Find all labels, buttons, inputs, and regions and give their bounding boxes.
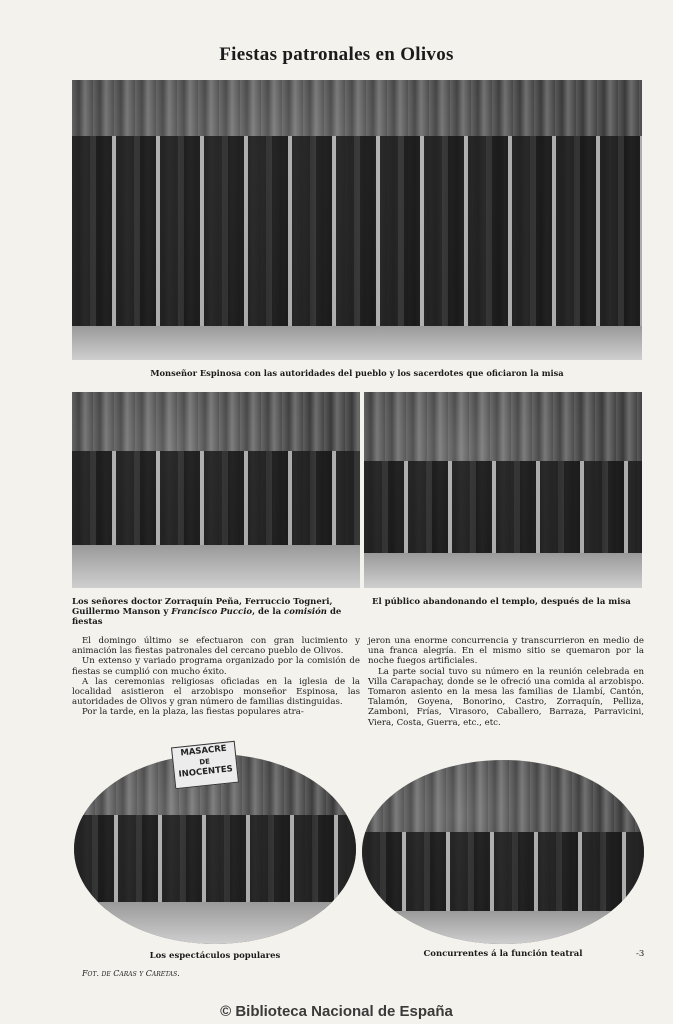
article-paragraph: Por la tarde, en la plaza, las fiestas populares atra- (82, 707, 304, 718)
photo-ground (364, 553, 642, 588)
photo-figures (74, 815, 356, 910)
caption-commission-e: de fiestas (72, 607, 342, 627)
page-title: Fiestas patronales en Olivos (219, 44, 454, 65)
photo-figures (72, 136, 642, 332)
caption-commission-d: comisión (284, 607, 327, 617)
photo-main-group (72, 80, 642, 360)
caption-church-exit: El público abandonando el templo, después de la misa (372, 597, 631, 607)
photo-commission (72, 392, 360, 588)
caption-commission-c: , de la (252, 607, 285, 617)
footer-copyright: © Biblioteca Nacional de España (220, 1003, 453, 1020)
photo-ground (72, 545, 360, 588)
caption-commission (72, 597, 362, 627)
photo-credit: Fot. de Caras y Caretas. (82, 969, 180, 978)
photo-church-exit (364, 392, 642, 588)
banner-line: MASACRE (179, 743, 228, 759)
banner-line: DE (199, 757, 211, 767)
caption-commission-a: Los señores doctor Zorraquín Peña, Ferruccio Togneri, Guillermo Manson y (72, 597, 333, 617)
photo-figures (362, 832, 644, 915)
article-paragraph: Un extenso y variado programa organizado por la comisión de fiestas se cumplió con mucho éxito. (72, 656, 360, 677)
article-paragraph: A las ceremonias religiosas oficiadas en la iglesia de la localidad asistieron el arzobispo monseñor Espinosa, las autoridades de Olivos y gran número de familias distinguidas. (72, 676, 360, 708)
article-paragraph: jeron una enorme concurrencia y transcurrieron en medio de una franca alegría. En el mismo sitio se quemaron por la noche fuegos artificiales. (368, 636, 644, 667)
photo-ground (74, 902, 356, 944)
article-column-right (368, 636, 644, 728)
caption-commission-b: Francisco Puccio (171, 607, 253, 617)
article-paragraph: La parte social tuvo su número en la reunión celebrada en Villa Carapachay, donde se le ofreció una comida al arzobispo. Tomaron asiento en la mesa las familias de Llambí, Cantón, Talamón, Goyena, Bonorino, Castro, Zorraquín, Pelliza, Zamboni, Frías, Virasoro, Caballero, Barraza, Parravicini, Viera, Costa, Guerra, etc., etc. (368, 666, 644, 728)
article-column-left (72, 636, 360, 718)
banner-line: INOCENTES (178, 764, 234, 780)
photo-banner-sign (171, 741, 239, 789)
photo-ground (72, 326, 642, 360)
caption-theatre-audience: Concurrentes á la función teatral (423, 949, 583, 959)
caption-main: Monseñor Espinosa con las autoridades del pueblo y los sacerdotes que oficiaron la misa (150, 368, 564, 378)
photo-ground (362, 911, 644, 944)
caption-popular-shows: Los espectáculos populares (149, 951, 281, 961)
article-paragraph: El domingo último se efectuaron con gran lucimiento y animación las fiestas patronales del cercano pueblo de Olivos. (72, 636, 360, 657)
page-mark: -3 (636, 949, 645, 959)
photo-theatre-audience (362, 760, 644, 944)
